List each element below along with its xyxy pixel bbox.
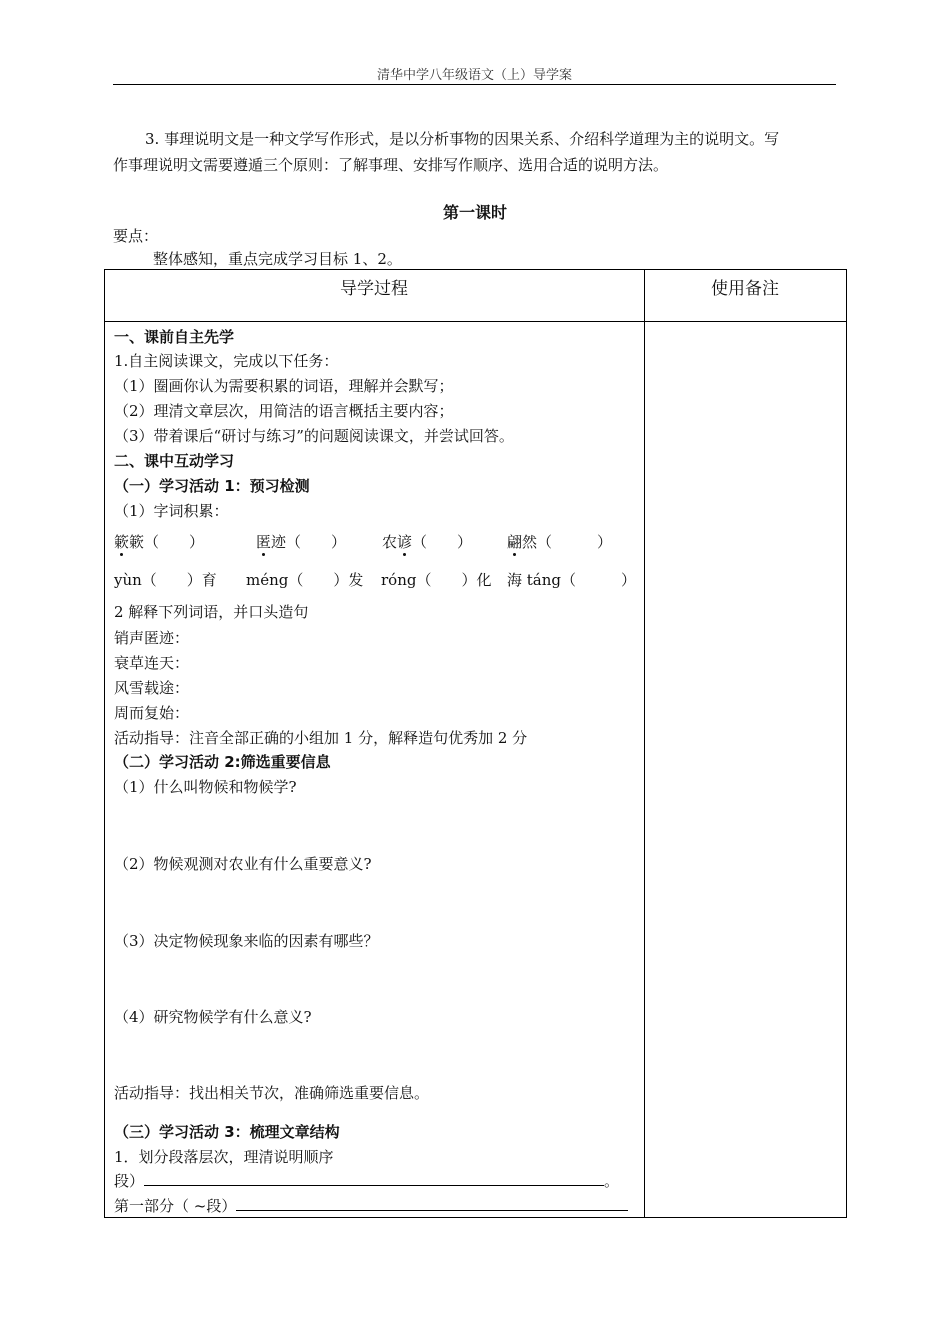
fill-blank-line[interactable] <box>236 1196 628 1211</box>
char-item-1: 簌簌（ ） <box>114 533 205 551</box>
emphasis-dot-char: 匿 <box>256 533 272 551</box>
activity-guide-1: 活动指导：注音全部正确的小组加 1 分，解释造句优秀加 2 分 <box>114 729 528 747</box>
col-header-process: 导学过程 <box>340 279 408 299</box>
question-4: （4）研究物候学有什么意义? <box>114 1008 312 1026</box>
part1-title: 一、课前自主先学 <box>114 328 235 346</box>
column-divider <box>644 269 645 1217</box>
intro-line-2: 作事理说明文需要遵遁三个原则：了解事理、安排写作顺序、选用合适的说明方法。 <box>113 156 669 174</box>
question-3: （3）决定物候现象来临的因素有哪些？ <box>114 932 379 950</box>
question-2: （2）物候观测对农业有什么重要意义? <box>114 855 372 873</box>
intro-line-1: 3. 事理说明文是一种文学写作形式，是以分析事物的因果关系、介绍科学道理为主的说明文。写 <box>145 130 780 148</box>
pinyin-item-3: róng（ ）化 <box>381 571 492 589</box>
key-points-text: 整体感知，重点完成学习目标 1、2。 <box>153 250 402 268</box>
pinyin-item-4: 海 táng（ ） <box>507 571 637 589</box>
word-item: 周而复始： <box>114 704 190 722</box>
page-header: 清华中学八年级语文（上）导学案 <box>113 64 836 85</box>
word-item: 风雪载途： <box>114 679 190 697</box>
word-item: 销声匿迹： <box>114 629 190 647</box>
pinyin-item-1: yùn（ ）育 <box>114 571 217 589</box>
header-divider <box>104 321 846 322</box>
part1-item1: 1.自主阅读课文，完成以下任务： <box>114 352 339 370</box>
activity1-title: （一）学习活动 1：预习检测 <box>114 477 310 495</box>
activity-guide-2: 活动指导：找出相关节次，准确筛选重要信息。 <box>114 1084 430 1102</box>
part1-sub3: （3）带着课后“研讨与练习”的问题阅读课文，并尝试回答。 <box>114 427 514 445</box>
pinyin-item-2: méng（ ）发 <box>246 571 364 589</box>
word-item: 衰草连天： <box>114 654 190 672</box>
emphasis-dot-char: 谚 <box>397 533 413 551</box>
activity2-title: （二）学习活动 2:筛选重要信息 <box>114 753 331 771</box>
char-item-3: 农谚（ ） <box>382 533 473 551</box>
answer-line-1: 段） 。 <box>114 1172 620 1190</box>
col-header-notes: 使用备注 <box>711 279 779 299</box>
emphasis-dot-char: 簌 <box>114 533 130 551</box>
answer-line-2: 第一部分（ ~段） <box>114 1195 628 1216</box>
emphasis-dot-char: 翩 <box>507 533 523 551</box>
activity3-title: （三）学习活动 3：梳理文章结构 <box>114 1123 340 1141</box>
part1-sub1: （1）圈画你认为需要积累的词语，理解并会默写； <box>114 377 454 395</box>
part1-sub2: （2）理清文章层次，用简洁的语言概括主要内容； <box>114 402 454 420</box>
key-points-label: 要点： <box>113 227 159 245</box>
question-1: （1）什么叫物候和物候学? <box>114 778 297 796</box>
section-title: 第一课时 <box>442 203 507 222</box>
activity3-item1: 1．划分段落层次，理清说明顺序 <box>114 1148 334 1166</box>
fill-blank-line[interactable] <box>144 1171 604 1186</box>
explain-title: 2 解释下列词语，并口头造句 <box>114 603 309 621</box>
char-item-4: 翩然（ ） <box>507 533 613 551</box>
char-item-2: 匿迹（ ） <box>256 533 347 551</box>
activity1-sub1: （1）字词积累： <box>114 502 229 520</box>
part2-title: 二、课中互动学习 <box>114 452 235 470</box>
